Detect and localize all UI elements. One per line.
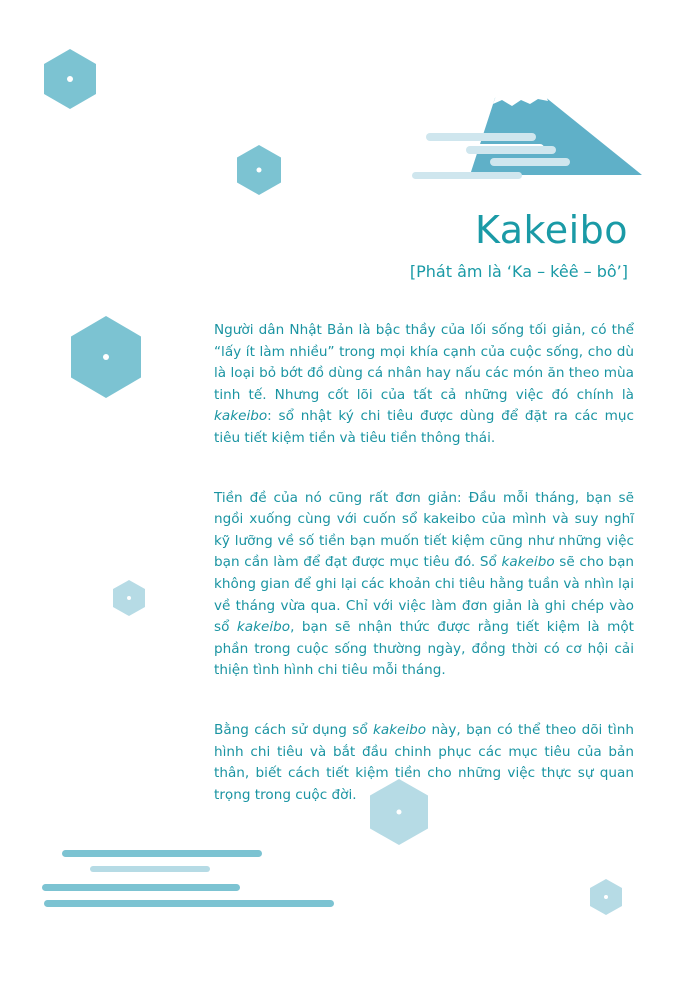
cloud-line bbox=[426, 133, 536, 141]
paragraph bbox=[214, 320, 634, 450]
hexagon-decoration bbox=[44, 49, 96, 109]
page-title: Kakeibo bbox=[475, 208, 628, 252]
paragraph bbox=[214, 720, 634, 806]
cloud-illustration bbox=[42, 850, 334, 907]
italic-term: kakeibo bbox=[236, 619, 291, 636]
body-text bbox=[214, 320, 634, 844]
italic-term: kakeibo bbox=[214, 408, 268, 425]
cloud-line bbox=[490, 158, 570, 166]
hexagon-decoration bbox=[113, 580, 145, 616]
hexagon-decoration bbox=[237, 145, 281, 195]
italic-term: kakeibo bbox=[372, 721, 427, 738]
text-run: này, bạn có thể theo dõi tình hình chi tiêu và bắt đầu chinh phục các mục tiêu của bản thân, biết cách tiết kiệm tiền cho những việc thực sự quan trọng trong cuộc đời. bbox=[214, 721, 634, 803]
cloud-line bbox=[466, 146, 556, 154]
text-run: Người dân Nhật Bản là bậc thầy của lối sống tối giản, có thể “lấy ít làm nhiều” trong mọi khía cạnh của cuộc sống, cho dù là loại bỏ bớt đồ dùng cá nhân hay nấu các món ăn theo mùa tinh tế. Nhưng cốt lõi của tất cả những việc đó chính là bbox=[214, 322, 634, 403]
pronunciation-subtitle: [Phát âm là ‘Ka – kêê – bô’] bbox=[409, 262, 628, 281]
hexagon-decoration bbox=[71, 316, 141, 398]
text-run: Bằng cách sử dụng sổ bbox=[214, 721, 373, 738]
text-run: Tiền đề của nó cũng rất đơn giản: Đầu mỗi tháng, bạn sẽ ngồi xuống cùng với cuốn sổ kakeibo của mình và suy nghĩ kỹ lưỡng về số tiền bạn muốn tiết kiệm cũng như những việc bạn cần làm để đạt được mục tiêu đó. Sổ bbox=[214, 489, 634, 571]
text-run: : sổ nhật ký chi tiêu được dùng để đặt ra các mục tiêu tiết kiệm tiền và tiêu tiền thông thái. bbox=[214, 408, 634, 446]
text-run: , bạn sẽ nhận thức được rằng tiết kiệm là một phần trong cuộc sống thường ngày, đồng thời có cơ hội cải thiện tình hình chi tiêu mỗi tháng. bbox=[214, 619, 634, 679]
paragraph bbox=[214, 488, 634, 682]
italic-term: kakeibo bbox=[501, 554, 555, 571]
cloud-line bbox=[412, 172, 522, 179]
text-run: sẽ cho bạn không gian để ghi lại các khoản chi tiêu hằng tuần và nhìn lại về tháng vừa qua. Chỉ với việc làm đơn giản là ghi chép vào sổ bbox=[214, 554, 635, 636]
hexagon-decoration bbox=[590, 879, 622, 915]
mount-fuji-illustration bbox=[412, 83, 642, 179]
